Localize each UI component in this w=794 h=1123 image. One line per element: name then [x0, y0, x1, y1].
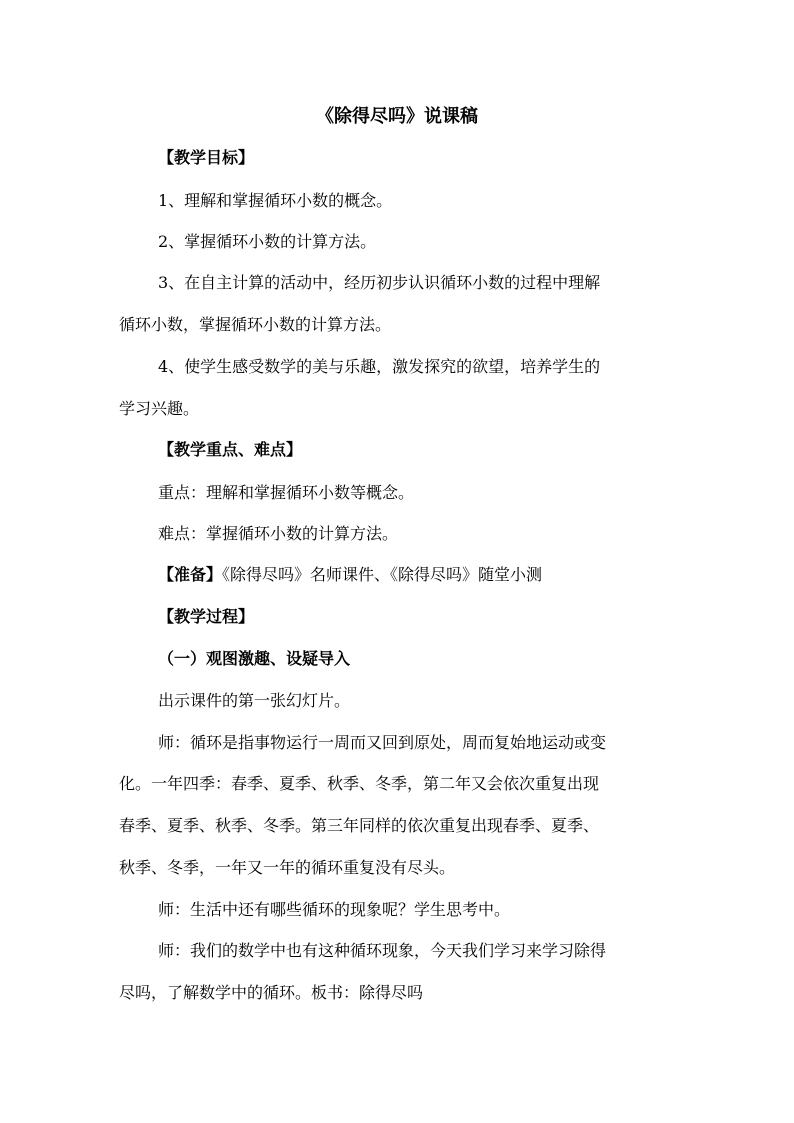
- document-title: 《除得尽吗》说课稿: [316, 106, 478, 127]
- objectives-heading: 【教学目标】: [158, 148, 255, 167]
- paragraph-2-line-2: 化。一年四季：春季、夏季、秋季、冬季，第二年又会依次重复出现: [119, 774, 600, 793]
- paragraph-2-line-3: 春季、夏季、秋季、冬季。第三年同样的依次重复出现春季、夏季、: [119, 816, 600, 835]
- preparation-line: [158, 563, 542, 587]
- objective-4-line-2: 学习兴趣。: [119, 399, 200, 418]
- objective-3-line-1: 3、在自主计算的活动中，经历初步认识循环小数的过程中理解: [158, 273, 601, 292]
- paragraph-2-line-1: 师：循环是指事物运行一周而又回到原处，周而复始地运动或变: [158, 733, 607, 752]
- section-1-heading: （一）观图激趣、设疑导入: [158, 649, 351, 668]
- paragraph-1: 出示课件的第一张幻灯片。: [158, 691, 351, 710]
- objective-2: 2、掌握循环小数的计算方法。: [158, 232, 377, 251]
- objective-1: 1、理解和掌握循环小数的概念。: [158, 191, 393, 210]
- key-difficult-heading: 【教学重点、难点】: [158, 440, 303, 459]
- paragraph-4-line-2: 尽吗，了解数学中的循环。板书：除得尽吗: [119, 983, 424, 1002]
- paragraph-3: 师：生活中还有哪些循环的现象呢？学生思考中。: [158, 900, 511, 919]
- process-heading: 【教学过程】: [158, 607, 255, 626]
- objective-4-line-1: 4、使学生感受数学的美与乐趣，激发探究的欲望，培养学生的: [158, 357, 601, 376]
- difficult-point: 难点：掌握循环小数的计算方法。: [158, 524, 399, 543]
- preparation-text: 《除得尽吗》名师课件、《除得尽吗》随堂小测: [222, 565, 543, 584]
- paragraph-2-line-4: 秋季、冬季，一年又一年的循环重复没有尽头。: [119, 858, 456, 877]
- objective-3-line-2: 循环小数，掌握循环小数的计算方法。: [119, 315, 392, 334]
- key-point: 重点：理解和掌握循环小数等概念。: [158, 483, 415, 502]
- preparation-label: 【准备】: [158, 565, 223, 584]
- paragraph-4-line-1: 师：我们的数学中也有这种循环现象，今天我们学习来学习除得: [158, 941, 607, 960]
